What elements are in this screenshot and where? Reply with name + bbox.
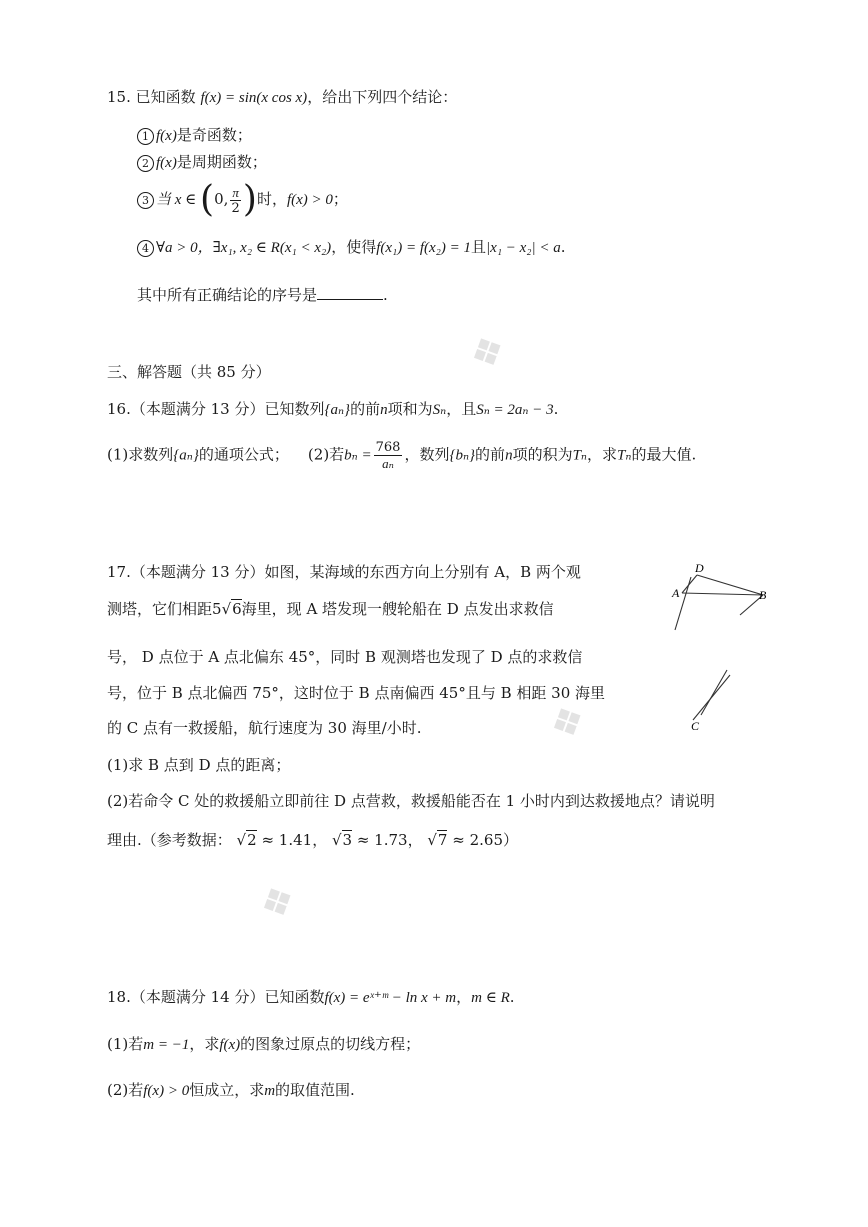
q18-p2-a: (2)若 [107, 1081, 144, 1099]
q15-item-2-math: f(x) [156, 155, 177, 171]
q16-p2-c: ，数列 [404, 445, 450, 464]
circled-number: 1 [137, 128, 154, 145]
q15-item-4 [137, 238, 566, 257]
q16-p2-d: 的前 [475, 445, 506, 464]
fraction [230, 185, 241, 216]
q15-item-2 [137, 153, 267, 172]
frac-den: aₙ [382, 456, 394, 471]
watermark: ❖ [251, 874, 304, 932]
q18-p2-b: 恒成立，求 [189, 1081, 265, 1099]
circled-number: 2 [137, 155, 154, 172]
q17-part-1: (1)求 B 点到 D 点的距离； [107, 756, 291, 774]
label-D: D [695, 561, 704, 575]
q16-p1-b: 的通项公式； [198, 445, 289, 464]
q17-figure [655, 555, 785, 745]
q16-parts [107, 440, 696, 471]
q18-p1-a: (1)若 [107, 1035, 144, 1053]
q16-p1-a: (1)求数列 [107, 445, 174, 464]
q17-line-2-b: 海里，现 A 塔发现一艘轮船在 D 点发出求救信 [241, 600, 554, 618]
sqrt-radicand: 2 [247, 831, 257, 849]
sqrt-radicand: 6 [232, 600, 242, 618]
watermark: ❖ [541, 694, 594, 752]
q16-p2-T2: Tₙ [617, 447, 632, 464]
q15-item-2-text: 是周期函数； [176, 153, 267, 171]
q16-p1-seq: {aₙ} [173, 447, 199, 464]
q16-stem-b: 的前 [350, 400, 381, 418]
segment-DB [697, 575, 763, 595]
q18-part-2 [107, 1081, 355, 1100]
q15-intro-tail: ，给出下列四个结论： [307, 88, 458, 106]
circled-number: 4 [137, 240, 154, 257]
q18-p2-m: m [264, 1083, 276, 1099]
q16-stem-e: . [553, 400, 559, 418]
q18-stem [107, 988, 515, 1007]
q16-stem-d: ，且 [446, 400, 477, 418]
q16-stem-c: 项和为 [387, 400, 433, 418]
q18-p2-c: 的取值范围. [275, 1081, 355, 1099]
q15-item-3: 3 当 x ∈ (0, $\frac{\pi}{2}$ )时，f(x) > 0； [137, 182, 348, 218]
ref-value: ≈ 2.65 [452, 831, 503, 849]
q18-p1-f: f(x) [219, 1037, 241, 1053]
q16-p2-f: ，求 [587, 445, 618, 464]
sqrt-coef: 5 [212, 600, 222, 618]
q16-n: n [380, 402, 388, 418]
q18-p1-c: 的图象过原点的切线方程； [240, 1035, 421, 1053]
q17-line-5: 的 C 点有一救援船，航行速度为 30 海里/小时. [107, 719, 422, 737]
q15-stem [107, 88, 457, 107]
q18-function: f(x) = eˣ⁺ᵐ − ln x + m [324, 990, 457, 1006]
segment-C2 [701, 670, 727, 715]
q17-line-2-a: 测塔，它们相距 [107, 600, 213, 618]
q18-stem-b: ， [456, 988, 472, 1006]
north-line-A [675, 577, 691, 630]
q16-S: Sₙ [432, 402, 447, 418]
segment-AD [682, 575, 697, 593]
q15-item-1-text: 是奇函数； [176, 126, 252, 144]
q18-stem-a: 18.（本题满分 14 分）已知函数 [107, 988, 325, 1006]
interval-left: 0, [214, 190, 229, 208]
q17-line-2: 测塔，它们相距5√6海里，现 A 塔发现一艘轮船在 D 点发出求救信 [107, 600, 554, 618]
fraction [374, 440, 403, 471]
q18-p1-b: ，求 [189, 1035, 220, 1053]
q18-part-1 [107, 1035, 420, 1054]
q16-p2-b: bₙ = [344, 447, 372, 464]
q16-p2-g: 的最大值. [631, 445, 697, 464]
circled-number: 3 [137, 192, 154, 209]
q16-seq: {aₙ} [324, 402, 351, 418]
q18-stem-c: . [509, 988, 515, 1006]
q17-ref-intro: 理由.（参考数据： [107, 831, 232, 849]
q15-item-4-eq: f(x₁) = f(x₂) = 1 [376, 240, 472, 256]
q18-domain: m ∈ R [471, 990, 510, 1006]
q15-item-4-end: . [560, 238, 566, 256]
frac-num: 768 [375, 440, 401, 455]
q15-item-4-and: 且 [471, 238, 487, 256]
q16-p2-n: n [505, 447, 513, 464]
q17-part-2: (2)若命令 C 处的救援船立即前往 D 点营救，救援船能否在 1 小时内到达救援地点？请说明 [107, 792, 715, 810]
q15-item-3-math: 当 x ∈ [156, 192, 201, 208]
q15-intro: 已知函数 [135, 88, 196, 106]
q17-line-4: 号，位于 B 点北偏西 75°，这时位于 B 点南偏西 45°且与 B 相距 30 海里 [107, 684, 606, 702]
q15-item-1 [137, 126, 252, 145]
answer-blank[interactable] [317, 285, 383, 300]
q15-number: 15. [107, 88, 131, 106]
q16-eq: Sₙ = 2aₙ − 3 [476, 402, 554, 418]
q17-ref-end: ） [503, 831, 519, 849]
section-title: 三、解答题（共 85 分） [107, 363, 271, 381]
q16-p2-seq: {bₙ} [449, 447, 476, 464]
sqrt-radicand: 3 [342, 831, 353, 849]
q17-line-1: 17.（本题满分 13 分）如图，某海域的东西方向上分别有 A，B 两个观 [107, 563, 581, 581]
watermark: ❖ [461, 324, 514, 382]
segment-AB [682, 593, 763, 595]
frac-num: π [232, 184, 239, 200]
q18-p1-m: m = −1 [143, 1037, 190, 1053]
q17-part-2-ref: 理由.（参考数据： √2 ≈ 1.41， √3 ≈ 1.73， √7 ≈ 2.65） [107, 831, 519, 849]
q16-stem [107, 400, 558, 419]
q15-item-3-text: 时， [256, 190, 287, 208]
q15-item-4-math: ∀a > 0，∃x₁, x₂ ∈ R(x₁ < x₂) [156, 240, 332, 256]
q15-item-3-ineq: f(x) > 0 [286, 192, 333, 208]
label-B: B [759, 588, 767, 602]
q16-p2-T: Tₙ [572, 447, 587, 464]
q15-question-end: . [383, 286, 388, 304]
label-A: A [672, 586, 680, 600]
q15-item-1-math: f(x) [156, 128, 177, 144]
q16-p2-a: (2)若 [307, 445, 345, 464]
q15-function: f(x) = sin(x cos x) [200, 90, 308, 106]
q16-stem-a: 16.（本题满分 13 分）已知数列 [107, 400, 325, 418]
frac-den: 2 [231, 200, 240, 216]
sqrt-radicand: 7 [437, 831, 448, 849]
q15-question [137, 285, 388, 304]
q16-p2-e: 项的积为 [512, 445, 573, 464]
q15-item-4-text: ，使得 [331, 238, 377, 256]
q15-question-text: 其中所有正确结论的序号是 [137, 286, 318, 304]
label-C: C [691, 719, 700, 733]
q17-line-3: 号， D 点位于 A 点北偏东 45°，同时 B 观测塔也发现了 D 点的求救信 [107, 648, 583, 666]
ref-value: ≈ 1.41 [261, 831, 313, 849]
ref-value: ≈ 1.73 [356, 831, 408, 849]
q15-item-3-end: ； [332, 190, 348, 208]
q15-item-4-abs: |x₁ − x₂| < a [486, 240, 561, 256]
q18-p2-f: f(x) > 0 [143, 1083, 190, 1099]
